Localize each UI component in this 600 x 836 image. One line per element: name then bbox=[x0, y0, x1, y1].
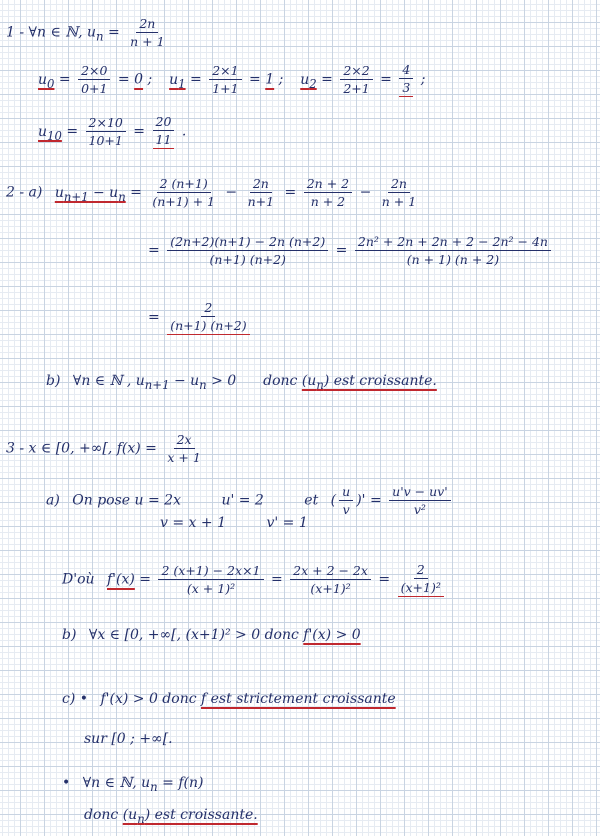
q3-b-text: ∀x ∈ [0, +∞[, (x+1)² > 0 donc bbox=[88, 627, 304, 643]
q2-b-sub2: n bbox=[199, 377, 207, 392]
q3-a-uprime: u' = 2 bbox=[221, 492, 264, 509]
q1-header-eq: = bbox=[103, 24, 125, 41]
q1-header-text: 1 - ∀n ∈ ℕ, u bbox=[6, 24, 96, 41]
q2-a-row3: = $\frac{2}{(n+1) (n+2)}$ bbox=[148, 300, 253, 335]
frac-num: 2 (x+1) − 2x×1 bbox=[158, 563, 263, 580]
frac-num: 2n bbox=[136, 16, 158, 33]
q1-values-row: $u_0$ = $\frac{2\times 0}{0+1}$ = 0 ; $u_1$ = $\frac{2\times 1}{1+1}$ = 1 ; $u_2$ = $\frac{2\times 2}{2+1}$ = $\frac{4}{3}$ ; bbox=[38, 62, 426, 96]
q3-c-concl2-sub: n bbox=[137, 811, 145, 826]
q3-d-lhs: f'(x) bbox=[106, 571, 135, 588]
frac-den: v² bbox=[413, 502, 426, 517]
q2-frac4 bbox=[379, 176, 419, 209]
q3-c-concl2-text: (u bbox=[122, 807, 138, 823]
u10-sub: 10 bbox=[47, 128, 62, 143]
q3-c-conclusion2 bbox=[122, 807, 258, 826]
frac-num: 2 (n+1) bbox=[157, 176, 211, 193]
frac-num: 2n + 2 bbox=[304, 176, 352, 193]
q3-c-text3: ∀n ∈ ℕ, u bbox=[82, 775, 151, 791]
u0-result: 0 bbox=[134, 71, 144, 88]
u1-sub: 1 bbox=[178, 76, 186, 91]
q3-c-concl2-end: ) est croissante. bbox=[144, 807, 258, 823]
u10-label bbox=[38, 123, 62, 143]
frac-den: 0+1 bbox=[81, 81, 108, 96]
q3-c-row4 bbox=[84, 806, 258, 828]
q3-a-et: et bbox=[304, 492, 319, 509]
frac-num: (2n+2)(n+1) − 2n (n+2) bbox=[167, 234, 328, 251]
frac-den: v bbox=[342, 502, 350, 517]
frac-den: (n+1) (n+2) bbox=[209, 252, 286, 267]
q3-c-text1: f'(x) > 0 donc bbox=[100, 691, 202, 707]
frac-num: u'v − uv' bbox=[389, 484, 451, 501]
q2-lhs-mid: − u bbox=[88, 184, 119, 201]
q3-d-frac3 bbox=[398, 562, 444, 597]
q3-d-label: D'où bbox=[62, 571, 95, 588]
q2-b-concl-sub: n bbox=[316, 377, 324, 392]
q1-u10-row: $u_{10}$ = $\frac{2\times 10}{10+1}$ = $\frac{20}{11}$ . bbox=[38, 114, 187, 148]
q1-header-frac bbox=[127, 16, 167, 49]
u0-sub: 0 bbox=[47, 76, 55, 91]
u2-result bbox=[399, 62, 413, 97]
q2-lhs bbox=[54, 184, 126, 204]
q3-c-row1 bbox=[62, 690, 396, 708]
q1-header bbox=[6, 16, 171, 49]
frac-den: n+1 bbox=[247, 194, 275, 209]
q2-b-mid: − u bbox=[169, 373, 200, 389]
frac-num: 2×10 bbox=[86, 115, 126, 132]
q3-b-row bbox=[62, 626, 361, 644]
q2-a-label: 2 - a) bbox=[6, 184, 43, 201]
q3-c-text3b: = f(n) bbox=[157, 775, 204, 791]
u1-label-text: u bbox=[169, 71, 179, 88]
q3-b-conclusion: f'(x) > 0 bbox=[303, 627, 361, 643]
frac-den: (x + 1)² bbox=[186, 581, 236, 596]
q2-b-concl-text: (u bbox=[301, 373, 317, 389]
q3-c-row2 bbox=[84, 730, 173, 748]
frac-den: (x+1)² bbox=[400, 580, 441, 595]
frac-den: 10+1 bbox=[88, 133, 123, 148]
frac-den: n + 1 bbox=[381, 194, 417, 209]
q2-a-row2: = $\frac{(2n+2)(n+1) - 2n (n+2)}{(n+1) (n+2)}$ = $\frac{\text{2n² + 2n + 2n + 2 − 2n² − 4n}}{(n + 1) (n + 2)}$ bbox=[148, 234, 554, 267]
frac-num: 2n² + 2n + 2n + 2 − 2n² − 4n bbox=[355, 234, 551, 251]
frac-num: 2x + 2 − 2x bbox=[290, 563, 371, 580]
u2-frac bbox=[340, 63, 372, 96]
u2-label-text: u bbox=[300, 71, 310, 88]
u1-frac bbox=[209, 63, 241, 96]
q2-frac3 bbox=[304, 176, 352, 209]
frac-den: (x+1)² bbox=[310, 581, 351, 596]
q2-b-label: b) bbox=[46, 373, 61, 389]
frac-den: (n+1) (n+2) bbox=[170, 318, 247, 333]
q2-b-conclusion bbox=[301, 373, 437, 392]
frac-den: (n + 1) (n + 2) bbox=[406, 252, 500, 267]
q3-header bbox=[6, 432, 207, 465]
u2-label bbox=[300, 71, 317, 91]
frac-num: 2×1 bbox=[209, 63, 241, 80]
q3-c-interval: sur [0 ; +∞[. bbox=[84, 731, 173, 747]
q3-a-row2 bbox=[160, 514, 308, 532]
frac-num: 2 bbox=[414, 562, 428, 579]
q2-b-row bbox=[46, 372, 437, 394]
q3-c-label: c) • bbox=[62, 691, 89, 707]
q2-frac7 bbox=[167, 300, 249, 335]
u0-frac bbox=[78, 63, 110, 96]
q3-c-row3 bbox=[62, 774, 203, 796]
q3-c-conclusion1: f est strictement croissante bbox=[201, 691, 396, 707]
q3-a-row1: a) On pose u = 2x u' = 2 et ( $\frac{u}{v}$ )' = $\frac{u'v - uv'}{\text{v²}}$ bbox=[46, 484, 454, 517]
q2-a-row1: 2 - a) $u_{n+1} - u_n$ = $\frac{2 (n+1)}{(n+1) + 1}$ − $\frac{2n}{n+1}$ = $\frac{2n + 2}{n + 2}$ − $\frac{2n}{n + 1}$ bbox=[6, 176, 422, 209]
q2-b-sub1: n+1 bbox=[144, 377, 170, 392]
u10-result bbox=[153, 114, 175, 149]
frac-den: x + 1 bbox=[167, 450, 201, 465]
frac-den: (n+1) + 1 bbox=[152, 194, 215, 209]
q3-header-text: 3 - x ∈ [0, +∞[, f(x) = bbox=[6, 440, 162, 457]
frac-num: 2×2 bbox=[340, 63, 372, 80]
q3-d-frac2 bbox=[290, 563, 371, 596]
frac-num: u bbox=[339, 484, 353, 501]
frac-num: 20 bbox=[153, 114, 175, 131]
u10-label-text: u bbox=[38, 123, 48, 140]
q3-c-donc: donc bbox=[84, 807, 123, 823]
q2-frac6 bbox=[355, 234, 551, 267]
u0-label-text: u bbox=[38, 71, 48, 88]
q3-a-label: a) bbox=[46, 492, 60, 509]
q3-a-quotient-rhs bbox=[389, 484, 451, 517]
q1-header-sub: n bbox=[95, 29, 104, 44]
q3-d-row: D'où f'(x) = $\frac{2 (x+1) - 2x\times 1}{\text{(x + 1)²}}$ = $\frac{2x + 2 - 2x}{\text{(x+1)²}}$ = $\frac{2}{\text{(x+1)²}}$ bbox=[62, 562, 447, 597]
q3-header-frac bbox=[164, 432, 203, 465]
frac-num: 4 bbox=[399, 62, 413, 79]
u0-label bbox=[38, 71, 55, 91]
q2-b-concl-end: ) est croissante. bbox=[323, 373, 437, 389]
frac-den: 11 bbox=[155, 132, 172, 147]
u1-label bbox=[169, 71, 186, 91]
q2-frac2 bbox=[245, 176, 277, 209]
q2-lhs-sub2: n bbox=[118, 189, 126, 204]
q2-b-gt: > 0 bbox=[206, 373, 237, 389]
q3-a-v: v = x + 1 bbox=[160, 515, 226, 531]
frac-den: n + 1 bbox=[130, 34, 165, 49]
q2-b-donc: donc bbox=[263, 373, 298, 389]
q3-c-sub3: n bbox=[150, 779, 158, 794]
frac-num: 2 bbox=[201, 300, 215, 317]
q3-a-quotient bbox=[339, 484, 353, 517]
bullet-icon: • bbox=[62, 775, 71, 791]
q2-frac1 bbox=[149, 176, 218, 209]
q2-b-text: ∀n ∈ ℕ , u bbox=[72, 373, 145, 389]
q3-d-frac1 bbox=[158, 563, 263, 596]
q3-a-vprime: v' = 1 bbox=[266, 515, 308, 531]
frac-den: 1+1 bbox=[212, 81, 239, 96]
u1-result: 1 bbox=[265, 71, 275, 88]
frac-den: 3 bbox=[402, 80, 411, 95]
frac-den: n + 2 bbox=[310, 194, 346, 209]
frac-num: 2n bbox=[250, 176, 272, 193]
q2-lhs-sub1: n+1 bbox=[63, 189, 89, 204]
u10-frac bbox=[86, 115, 126, 148]
q2-lhs-text: u bbox=[54, 184, 64, 201]
frac-num: 2×0 bbox=[78, 63, 110, 80]
frac-num: 2x bbox=[174, 432, 195, 449]
q3-a-u: On pose u = 2x bbox=[72, 492, 181, 509]
frac-den: 2+1 bbox=[343, 81, 370, 96]
frac-num: 2n bbox=[388, 176, 410, 193]
q2-frac5 bbox=[167, 234, 328, 267]
q3-b-label: b) bbox=[62, 627, 77, 643]
u2-sub: 2 bbox=[309, 76, 317, 91]
